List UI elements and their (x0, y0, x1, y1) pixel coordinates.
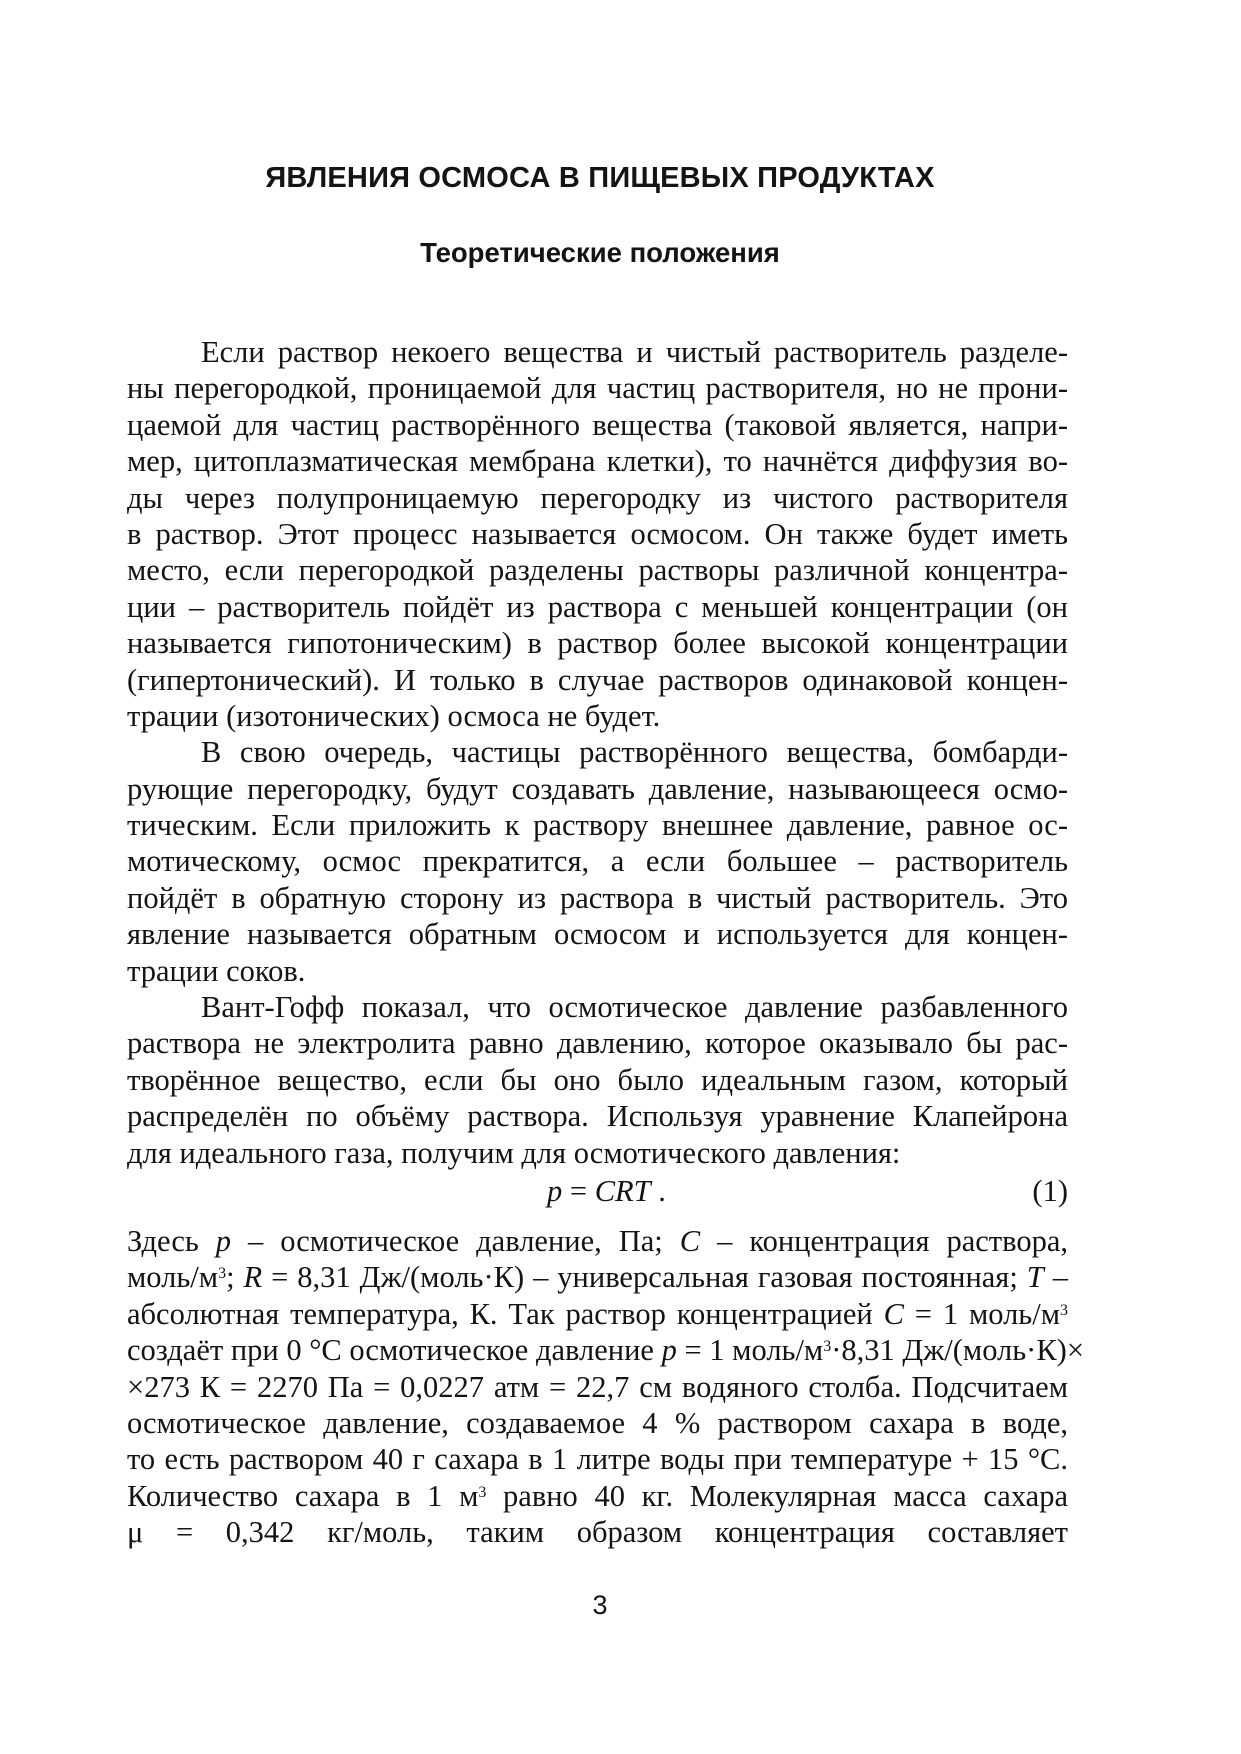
text-line: Здесь p – осмотическое давление, Па; C – концентрация раствора, (127, 1223, 1068, 1258)
text-line: место, если перегородкой разделены растворы различной концентра- (127, 553, 1068, 588)
text-line: то есть раствором 40 г сахара в 1 литре воды при температуре + 15 °С. (127, 1442, 1068, 1477)
paragraph-3 (127, 989, 1068, 1171)
text-line: Вант-Гофф показал, что осмотическое давление разбавленного (201, 990, 1068, 1025)
text-line: трации (изотонических) осмоса не будет. (127, 698, 661, 733)
text-line: создаёт при 0 °С осмотическое давление p = 1 моль/$м^3\cdot 8,31$ Дж/(моль·К)× (127, 1333, 1085, 1368)
formula-rhs: CRT (594, 1173, 651, 1208)
text-line: рующие перегородку, будут создавать давление, называющееся осмо- (127, 771, 1068, 806)
formula-equals: = (562, 1173, 595, 1208)
text-line: В свою очередь, частицы растворённого вещества, бомбарди- (201, 735, 1068, 770)
section-subtitle: Теоретические положения (420, 237, 780, 268)
text-line: для идеального газа, получим для осмотического давления: (127, 1135, 901, 1170)
text-line: тическим. Если приложить к раствору внешнее давление, равное ос- (127, 808, 1068, 843)
paragraph-1 (127, 334, 1068, 734)
text-line: цаемой для частиц растворённого вещества (таковой является, напри- (127, 407, 1068, 442)
paragraph-2 (127, 734, 1068, 989)
text-line: ×273 К = 2270 Па = 0,0227 атм = 22,7 см водяного столба. Подсчитаем (127, 1369, 1068, 1404)
text-line: мотическому, осмос прекратится, а если большее – растворитель (127, 844, 1068, 879)
page-title: ЯВЛЕНИЯ ОСМОСА В ПИЩЕВЫХ ПРОДУКТАХ (265, 162, 935, 194)
explanation-paragraph (127, 1223, 1085, 1551)
formula-expression (547, 1173, 666, 1209)
text-line: (гипертонический). И только в случае растворов одинаковой концен- (127, 662, 1068, 697)
page-number: 3 (592, 1590, 608, 1620)
text-line: раствора не электролита равно давлению, которое оказывало бы рас- (127, 1026, 1068, 1061)
text-line: в раствор. Этот процесс называется осмосом. Он также будет иметь (127, 516, 1068, 551)
text-line: трации соков. (127, 953, 306, 988)
text-line: распределён по объёму раствора. Используя уравнение Клапейрона (127, 1099, 1068, 1134)
text-line: ны перегородкой, проницаемой для частиц растворителя, но не прони- (127, 371, 1068, 406)
body-text (127, 334, 1085, 1551)
text-line: абсолютная температура, К. Так раствор концентрацией C = 1 моль/$м^3$ (127, 1296, 1068, 1331)
text-line: явление называется обратным осмосом и используется для концен- (127, 917, 1068, 952)
text-line: называется гипотоническим) в раствор более высокой концентрации (127, 626, 1068, 661)
text-line: Количество сахара в 1 $м^3$ равно 40 кг. Молекулярная масса сахара (127, 1478, 1068, 1513)
text-line: μ = 0,342 кг/моль, таким образом концентрация составляет (127, 1515, 1068, 1550)
formula-number: (1) (1032, 1173, 1068, 1208)
text-line: осмотическое давление, создаваемое 4 % раствором сахара в воде, (127, 1405, 1068, 1440)
formula-end: . (650, 1173, 666, 1208)
text-line: моль/$м^3$; R = 8,31 Дж/(моль·К) – универсальная газовая постоянная; T – (127, 1260, 1068, 1295)
formula-1 (127, 1173, 1068, 1223)
text-line: ды через полупроницаемую перегородку из чистого растворителя (127, 480, 1068, 515)
text-line: пойдёт в обратную сторону из раствора в чистый растворитель. Это (127, 880, 1068, 915)
text-line: ции – растворитель пойдёт из раствора с меньшей концентрации (он (127, 589, 1068, 624)
text-line: мер, цитоплазматическая мембрана клетки), то начнётся диффузия во- (127, 444, 1068, 479)
text-line: творённое вещество, если бы оно было идеальным газом, который (127, 1062, 1068, 1097)
formula-lhs: p (547, 1173, 563, 1208)
text-line: Если раствор некоего вещества и чистый растворитель разделе- (201, 335, 1068, 369)
